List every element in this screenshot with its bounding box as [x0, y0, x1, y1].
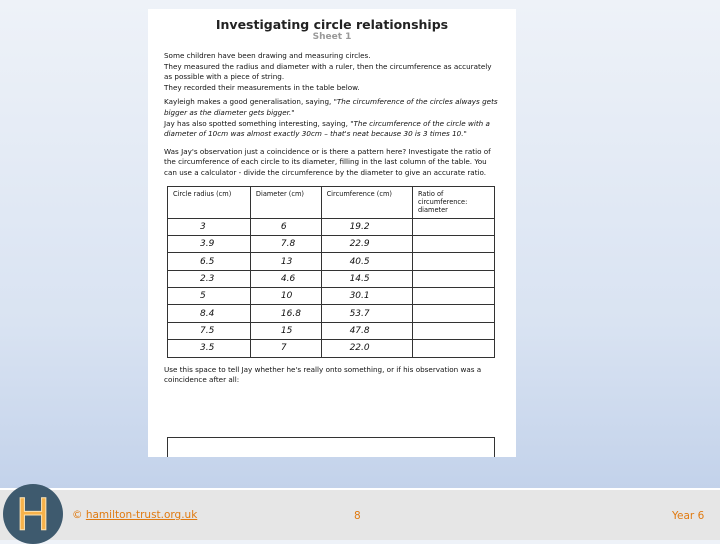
ratio-cell[interactable]	[413, 288, 495, 305]
answer-box[interactable]	[167, 437, 495, 457]
quotes-text	[164, 97, 500, 139]
table-cell: 16.8	[250, 305, 321, 322]
table-row	[168, 340, 495, 357]
table-cell: 19.2	[321, 218, 412, 235]
table-cell: 3.5	[168, 340, 251, 357]
intro-line: They recorded their measurements in the table below.	[164, 82, 360, 92]
table-row	[168, 322, 495, 339]
table-cell: 14.5	[321, 270, 412, 287]
copyright	[72, 509, 197, 521]
table-cell: 8.4	[168, 305, 251, 322]
table-row	[168, 253, 495, 270]
sheet-title: Investigating circle relationships	[215, 17, 449, 32]
logo-letter: H	[16, 488, 50, 540]
table-cell: 47.8	[321, 322, 412, 339]
table-cell: 53.7	[321, 305, 412, 322]
measurements-table	[167, 186, 495, 358]
ratio-cell[interactable]	[413, 218, 495, 235]
table-row	[168, 235, 495, 252]
intro-line: They measured the radius and diameter with a ruler, then the circumference as accurately as possible with a piece of string.	[164, 61, 492, 82]
table-cell: 40.5	[321, 253, 412, 270]
page-number: 8	[354, 510, 361, 522]
table-cell: 22.0	[321, 340, 412, 357]
table-cell: 30.1	[321, 288, 412, 305]
table-cell: 6	[250, 218, 321, 235]
table-cell: 3.9	[168, 235, 251, 252]
ratio-cell[interactable]	[413, 270, 495, 287]
kayleigh-lead: Kayleigh makes a good generalisation, saying,	[164, 97, 334, 107]
ratio-cell[interactable]	[413, 322, 495, 339]
table-cell: 7.8	[250, 235, 321, 252]
copyright-symbol: ©	[72, 509, 83, 521]
column-header: Circumference (cm)	[321, 186, 412, 218]
table-cell: 5	[168, 288, 251, 305]
column-header: Ratio of circumference: diameter	[413, 186, 495, 218]
ratio-cell[interactable]	[413, 235, 495, 252]
table-cell: 7.5	[168, 322, 251, 339]
table-cell: 2.3	[168, 270, 251, 287]
column-header: Diameter (cm)	[250, 186, 321, 218]
hamilton-logo	[3, 484, 63, 544]
sheet-subtitle: Sheet 1	[312, 32, 352, 42]
ratio-cell[interactable]	[413, 305, 495, 322]
table-cell: 15	[250, 322, 321, 339]
question-text: Was Jay's observation just a coincidence or is there a pattern here? Investigate the ratio of the circumference of each circle to its diameter, filling in the last column of the table. You can use a calculator - divide the circumference by the diameter to give an accurate ratio.	[164, 146, 491, 177]
table-row	[168, 218, 495, 235]
table-cell: 4.6	[250, 270, 321, 287]
jay-quote: "The circumference of the circle with a diameter of 10cm was almost exactly 30cm – that's neat because 30 is 3 times 10."	[164, 118, 490, 139]
hamilton-link[interactable]: hamilton-trust.org.uk	[85, 509, 198, 521]
jay-lead: Jay has also spotted something interesting, saying,	[164, 118, 351, 128]
kayleigh-quote: "The circumference of the circles always gets bigger as the diameter gets bigger."	[164, 97, 498, 117]
year-label: Year 6	[672, 510, 705, 522]
footer	[0, 488, 720, 540]
intro-text	[164, 51, 500, 93]
table-cell: 7	[250, 340, 321, 357]
column-header: Circle radius (cm)	[168, 186, 251, 218]
answer-prompt: Use this space to tell Jay whether he's really onto something, or if his observation was a coincidence after all:	[164, 364, 482, 385]
worksheet	[148, 9, 516, 457]
table-row	[168, 305, 495, 322]
table-cell: 10	[250, 288, 321, 305]
ratio-cell[interactable]	[413, 340, 495, 357]
table-row	[168, 270, 495, 287]
intro-line: Some children have been drawing and measuring circles.	[164, 51, 371, 60]
table-cell: 6.5	[168, 253, 251, 270]
table-cell: 3	[168, 218, 251, 235]
table-cell: 22.9	[321, 235, 412, 252]
table-row	[168, 288, 495, 305]
table-cell: 13	[250, 253, 321, 270]
ratio-cell[interactable]	[413, 253, 495, 270]
